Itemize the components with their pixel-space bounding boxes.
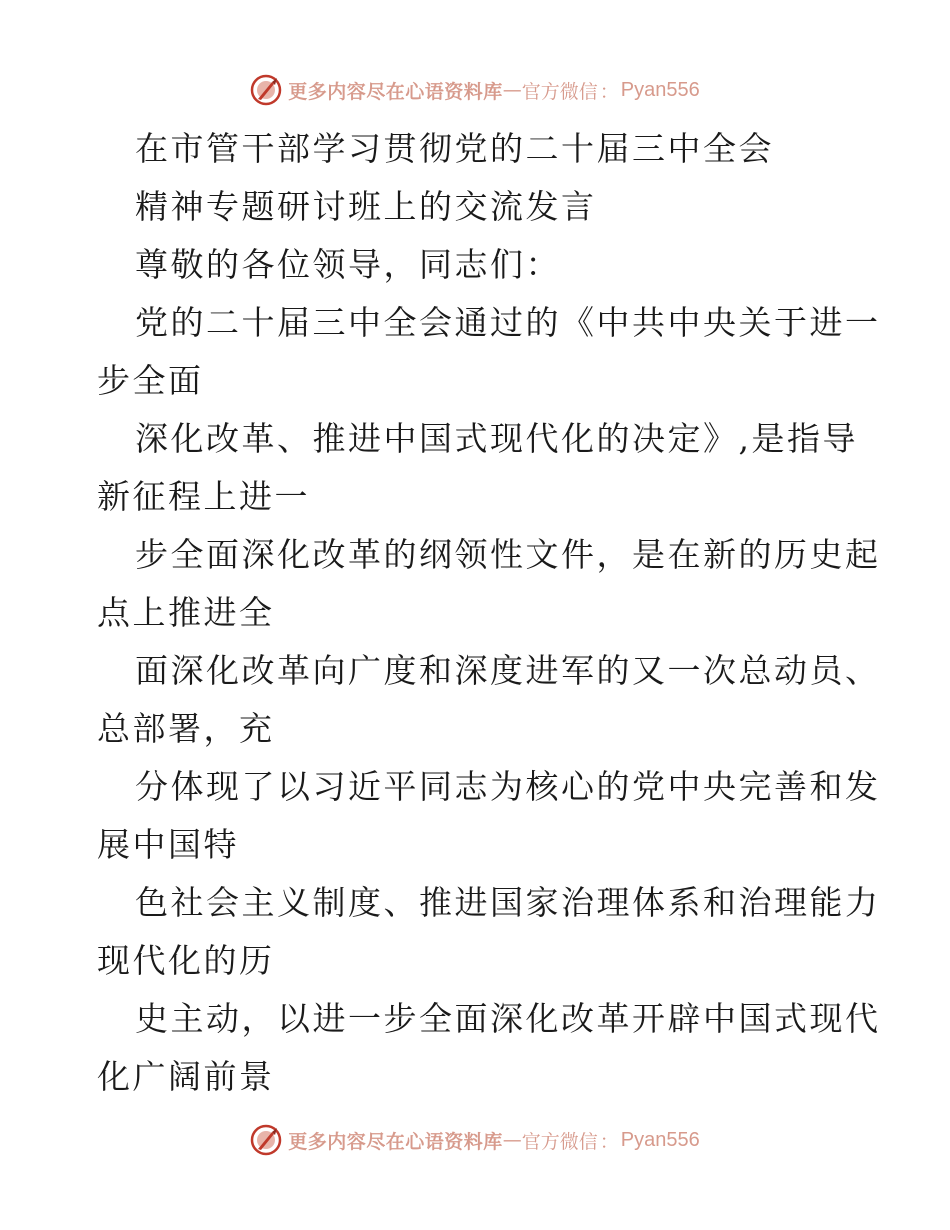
text-line: 在市管干部学习贯彻党的二十届三中全会 bbox=[135, 129, 774, 168]
text-line: 新征程上进一 bbox=[97, 477, 310, 516]
text-line: 深化改革、推进中国式现代化的决定》,是指导 bbox=[135, 419, 858, 458]
banner-main-text: 更多内容尽在心语资料库 bbox=[288, 1130, 503, 1153]
text-line: 精神专题研讨班上的交流发言 bbox=[135, 187, 597, 226]
text-line: 史主动，以进一步全面深化改革开辟中国式现代 bbox=[135, 999, 881, 1038]
header-banner bbox=[0, 70, 950, 110]
banner-wechat-label: 官方微信 bbox=[521, 1130, 598, 1153]
text-line: 现代化的历 bbox=[97, 941, 275, 980]
text-line: 化广阔前景 bbox=[97, 1057, 275, 1096]
text-line: 步全面深化改革的纲领性文件，是在新的历史起 bbox=[135, 535, 881, 574]
document-body bbox=[97, 120, 881, 1106]
text-line: 色社会主义制度、推进国家治理体系和治理能力 bbox=[135, 883, 881, 922]
text-line: 步全面 bbox=[97, 361, 204, 400]
feather-pen-logo-icon bbox=[250, 1124, 282, 1156]
text-line: 党的二十届三中全会通过的《中共中央关于进一 bbox=[135, 303, 881, 342]
footer-banner bbox=[0, 1120, 950, 1160]
banner-colon: ： bbox=[599, 80, 619, 103]
feather-pen-logo-icon bbox=[250, 74, 282, 106]
text-line: 总部署，充 bbox=[97, 709, 275, 748]
banner-wechat-id: Pyan556 bbox=[620, 78, 700, 101]
banner-wechat-id: Pyan556 bbox=[620, 1128, 700, 1151]
text-line: 分体现了以习近平同志为核心的党中央完善和发 bbox=[135, 767, 881, 806]
banner-colon: ： bbox=[599, 1130, 619, 1153]
banner-wechat-label: 官方微信 bbox=[521, 80, 598, 103]
text-line: 展中国特 bbox=[97, 825, 239, 864]
banner-main-text: 更多内容尽在心语资料库 bbox=[288, 80, 503, 103]
banner-separator: — bbox=[502, 1129, 522, 1151]
text-line: 点上推进全 bbox=[97, 593, 275, 632]
banner-separator: — bbox=[502, 79, 522, 101]
text-line: 面深化改革向广度和深度进军的又一次总动员、 bbox=[135, 651, 881, 690]
text-line: 尊敬的各位领导，同志们： bbox=[135, 245, 561, 284]
